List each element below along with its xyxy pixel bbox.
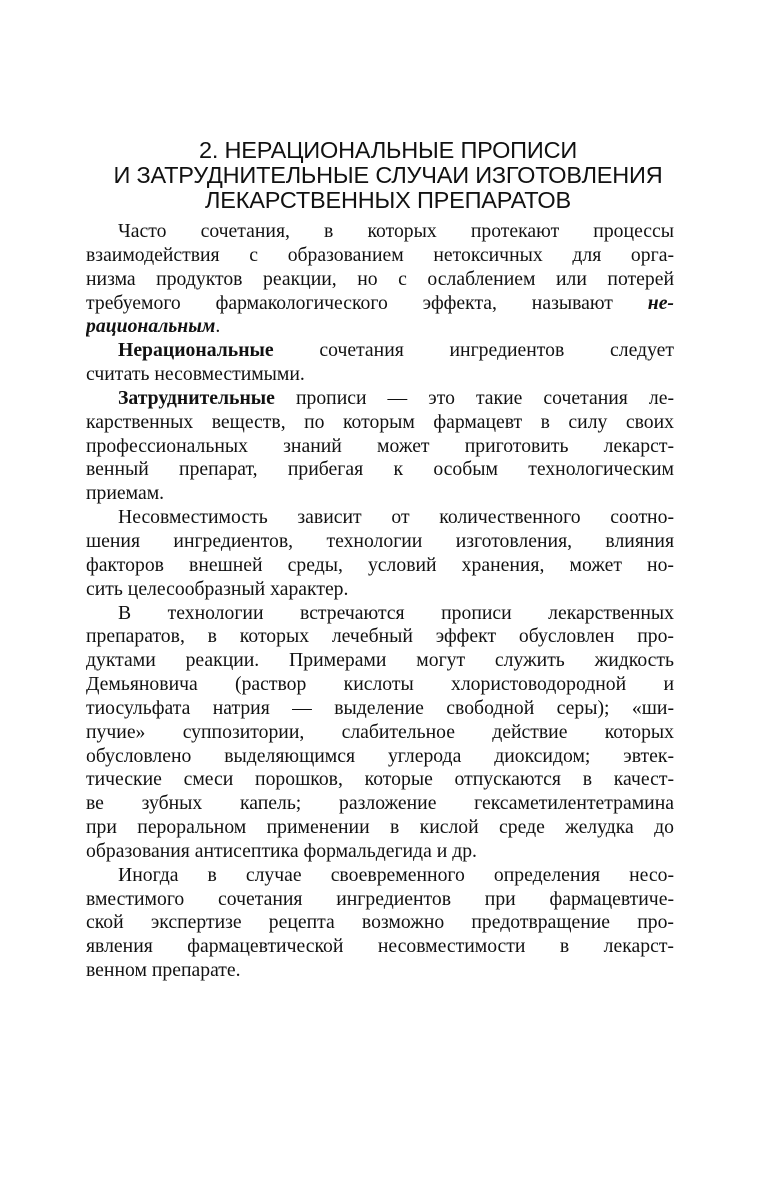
text-line: вместимого сочетания ингредиентов при фармацевтиче- [86, 887, 674, 910]
text-line: Часто сочетания, в которых протекают процессы [118, 220, 674, 242]
text-line [86, 339, 674, 363]
text-line: венный препарат, прибегая к особым технологическим [86, 458, 674, 481]
text-line: шения ингредиентов, технологии изготовления, влияния [86, 529, 674, 552]
term-bold: Затруднительные [118, 386, 275, 409]
text-line: Несовместимость зависит от количественного соотно- [118, 506, 674, 529]
text-line: карственных веществ, по которым фармацевт в силу своих [86, 410, 674, 433]
text-line: образования антисептика формальдегида и др. [86, 839, 477, 862]
text-line: венном препарате. [86, 959, 241, 982]
text-line: В технологии встречаются прописи лекарственных [118, 601, 674, 624]
heading-line: 2. НЕРАЦИОНАЛЬНЫЕ ПРОПИСИ [198, 137, 578, 163]
text-line: ве зубных капель; разложение гексаметилентетрамина [86, 792, 674, 815]
term-bold: Нерациональные [118, 339, 274, 362]
text-line [86, 315, 674, 339]
text-line: взаимодействия с образованием нетоксичных для орга- [86, 243, 674, 266]
text-line: сить целесообразный характер. [86, 577, 349, 600]
text-line [86, 292, 674, 316]
text-line: профессиональных знаний может приготовить лекарст- [86, 434, 674, 457]
text-line: при пероральном применении в кислой среде желудка до [86, 816, 674, 839]
heading-line: И ЗАТРУДНИТЕЛЬНЫЕ СЛУЧАИ ИЗГОТОВЛЕНИЯ [113, 162, 663, 188]
paragraph-difficult-prescriptions [86, 387, 674, 506]
body-text [86, 220, 674, 983]
text-line: Иногда в случае своевременного определения несо- [118, 863, 674, 886]
line-text: прописи — это такие сочетания ле- [274, 386, 674, 409]
term-emphasis: рациональным [86, 315, 216, 338]
text-line [86, 387, 674, 411]
paragraph-irrational-incompatible [86, 339, 674, 387]
paragraph-reaction-examples [86, 602, 674, 864]
text-line: низма продуктов реакции, но с ослаблением или потерей [86, 267, 674, 290]
text-line: обусловлено выделяющимся углерода диоксидом; эвтек- [86, 744, 674, 767]
heading-line: ЛЕКАРСТВЕННЫХ ПРЕПАРАТОВ [205, 187, 571, 213]
text-line: приемам. [86, 482, 165, 505]
text-line: пучие» суппозитории, слабительное действие которых [86, 720, 674, 743]
text-line: явления фармацевтической несовместимости в лекарст- [86, 935, 674, 958]
text-line: тиосульфата натрия — выделение свободной серы); «ши- [86, 696, 674, 719]
text-line: препаратов, в которых лечебный эффект обусловлен про- [86, 625, 674, 648]
text-line: дуктами реакции. Примерами могут служить жидкость [86, 649, 674, 672]
text-line: Демьяновича (раствор кислоты хлористоводородной и [86, 673, 674, 696]
line-text: сочетания ингредиентов следует [273, 339, 674, 362]
text-line: факторов внешней среды, условий хранения, может но- [86, 553, 674, 576]
line-text: . [215, 315, 221, 338]
section-heading [88, 138, 688, 213]
text-line: ской экспертизе рецепта возможно предотвращение про- [86, 911, 674, 934]
paragraph-incompatibility-factors [86, 506, 674, 601]
line-text: требуемого фармакологического эффекта, называют [86, 291, 648, 314]
text-line: считать несовместимыми. [86, 363, 305, 386]
term-emphasis: не- [647, 291, 674, 314]
text-line: тические смеси порошков, которые отпускаются в качест- [86, 768, 674, 791]
paragraph-irrational-definition [86, 220, 674, 339]
paragraph-prevention [86, 864, 674, 983]
